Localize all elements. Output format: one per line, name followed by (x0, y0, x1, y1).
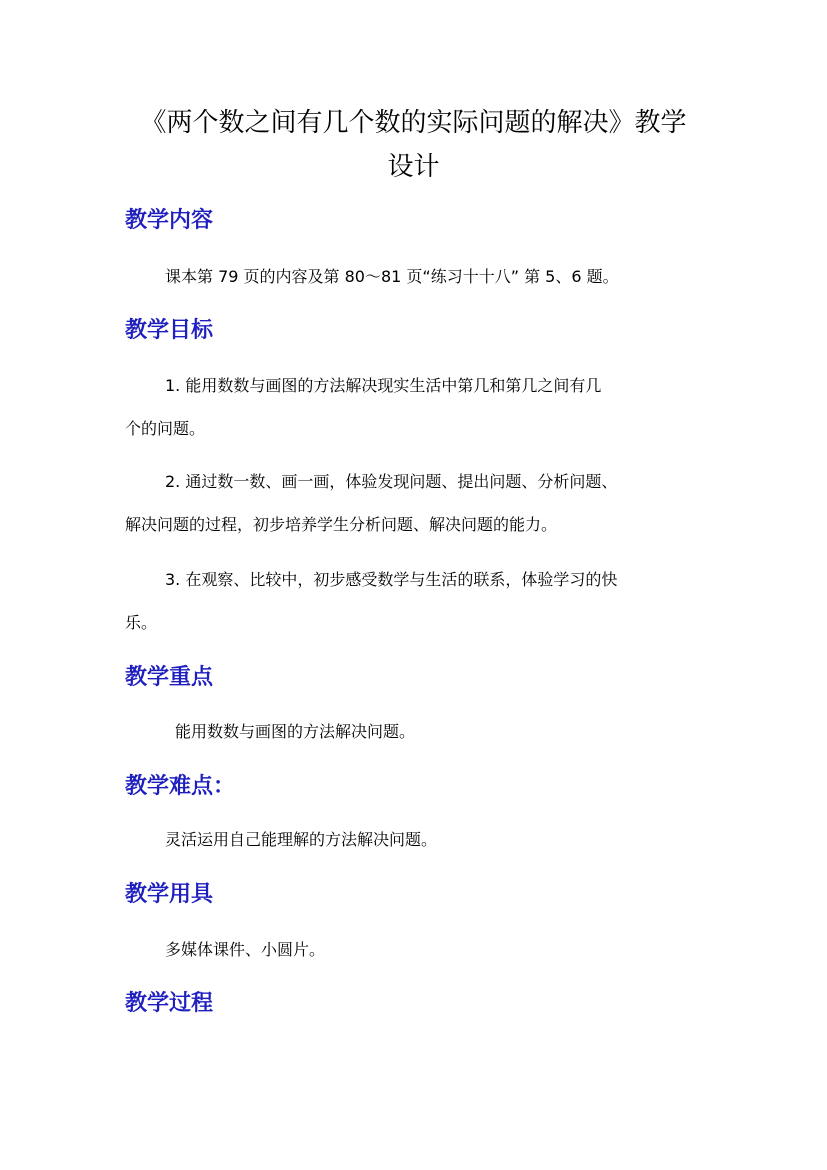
heading-key-points: 教学重点 (125, 665, 214, 690)
heading-teaching-content: 教学内容 (125, 208, 214, 233)
goal-3-line-1: 3. 在观察、比较中，初步感受数学与生活的联系，体验学习的快 (165, 570, 618, 589)
goal-1-line-1: 1. 能用数数与画图的方法解决现实生活中第几和第几之间有几 (165, 376, 602, 395)
goal-2-line-2: 解决问题的过程，初步培养学生分析问题、解决问题的能力。 (125, 515, 558, 534)
heading-teaching-goals: 教学目标 (125, 318, 214, 343)
goal-2-line-1: 2. 通过数一数、画一画，体验发现问题、提出问题、分析问题、 (165, 472, 618, 491)
difficulties-text: 灵活运用自己能理解的方法解决问题。 (165, 830, 438, 849)
document-title-line-1: 《两个数之间有几个数的实际问题的解决》教学 (140, 108, 687, 138)
teaching-content-text: 课本第 79 页的内容及第 80～81 页“练习十十八” 第 5、6 题。 (165, 267, 619, 286)
teaching-tools-text: 多媒体课件、小圆片。 (165, 940, 326, 959)
heading-difficulties: 教学难点： (125, 774, 236, 799)
goal-1-line-2: 个的问题。 (125, 419, 206, 438)
key-points-text: 能用数数与画图的方法解决问题。 (175, 722, 416, 741)
heading-teaching-tools: 教学用具 (125, 882, 214, 907)
goal-3-line-2: 乐。 (125, 613, 158, 632)
heading-teaching-process: 教学过程 (125, 991, 214, 1016)
document-title-line-2: 设计 (387, 152, 440, 182)
